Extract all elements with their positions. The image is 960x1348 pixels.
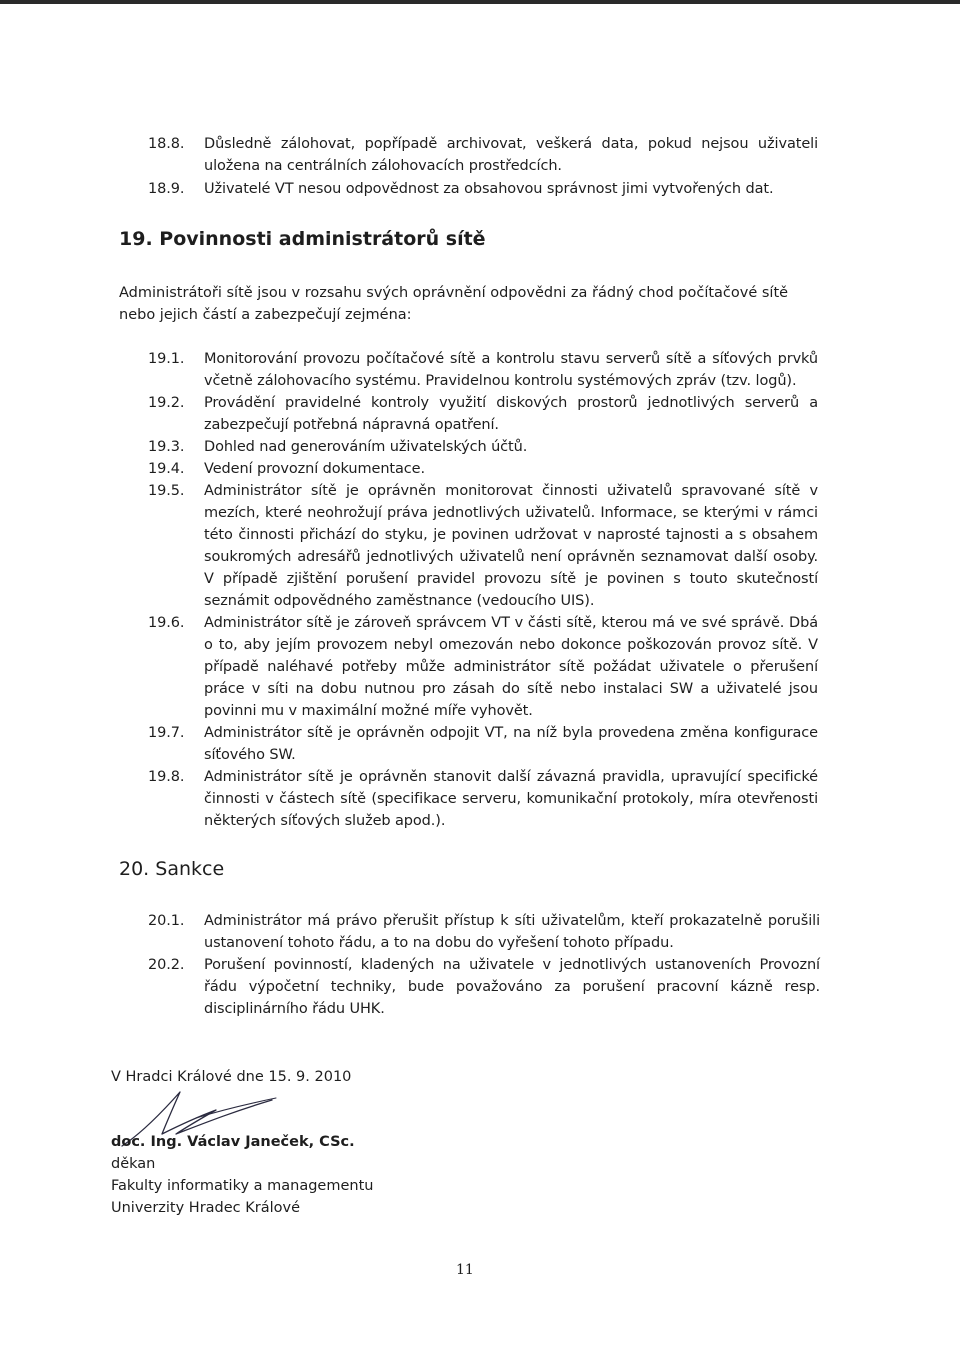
item-number: 19.7. — [148, 725, 185, 741]
item-number: 19.8. — [148, 769, 185, 785]
section-heading-19: 19. Povinnosti administrátorů sítě — [119, 228, 486, 250]
list-item-19-2 — [148, 392, 818, 436]
item-text: Porušení povinností, kladených na uživatele v jednotlivých ustanoveních Provozní řádu výpočetní techniky, bude považováno za porušení pracovní kázně resp. disciplinárního řádu UHK. — [204, 957, 820, 1017]
signer-faculty: Fakulty informatiky a managementu — [111, 1178, 374, 1194]
item-text: Administrátor sítě je oprávněn odpojit VT, na níž byla provedena změna konfigurace síťového SW. — [204, 725, 818, 763]
item-number: 19.1. — [148, 351, 185, 367]
page-number: 11 — [456, 1262, 474, 1278]
list-item-19-6 — [148, 612, 818, 722]
list-item-19-5 — [148, 480, 818, 612]
item-number: 20.2. — [148, 957, 185, 973]
section-intro-19: Administrátoři sítě jsou v rozsahu svých oprávnění odpovědni za řádný chod počítačové sítě nebo jejich částí a zabezpečují zejména: — [119, 285, 789, 323]
item-number: 18.8. — [148, 136, 185, 152]
list-item-19-4 — [148, 458, 818, 480]
list-item-19-7 — [148, 722, 818, 766]
list-item-19-3 — [148, 436, 818, 458]
item-number: 20.1. — [148, 913, 185, 929]
item-number: 18.9. — [148, 181, 185, 197]
list-item-20-1 — [148, 910, 820, 954]
item-text: Uživatelé VT nesou odpovědnost za obsahovou správnost jimi vytvořených dat. — [204, 181, 774, 197]
item-text: Monitorování provozu počítačové sítě a kontrolu stavu serverů sítě a síťových prvků včetně zálohovacího systému. Pravidelnou kontrolu systémových zpráv (tzv. logů). — [204, 351, 818, 389]
signer-title: děkan — [111, 1156, 156, 1172]
item-text: Důsledně zálohovat, popřípadě archivovat, veškerá data, pokud nejsou uživateli uložena na centrálních zálohovacích prostředcích. — [204, 136, 818, 174]
item-number: 19.6. — [148, 615, 185, 631]
item-text: Provádění pravidelné kontroly využití diskových prostorů jednotlivých serverů a zabezpečují potřebná nápravná opatření. — [204, 395, 818, 433]
list-item-19-8 — [148, 766, 818, 832]
item-text: Administrátor sítě je oprávněn stanovit další závazná pravidla, upravující specifické činnosti v částech sítě (specifikace serveru, komunikační protokoly, míra otevřenosti některých síťových služeb apod.). — [204, 769, 818, 829]
list-item-19-1 — [148, 348, 818, 392]
item-number: 19.4. — [148, 461, 185, 477]
signer-university: Univerzity Hradec Králové — [111, 1200, 301, 1216]
item-text: Administrátor sítě je oprávněn monitorovat činnosti uživatelů spravované sítě v mezích, které neohrožují práva jednotlivých uživatelů. Informace, se kterými v rámci této činnosti přichází do styku, je povinen udržovat v naprosté tajnosti a s obsahem soukromých adresářů jednotlivých uživatelů není oprávněn seznamovat další osoby. V případě zjištění porušení pravidel provozu sítě je povinen s touto skutečností seznámit odpovědného zaměstnance (vedoucího UIS). — [204, 483, 818, 609]
list-item-18-9 — [148, 178, 818, 200]
item-number: 19.2. — [148, 395, 185, 411]
item-text: Vedení provozní dokumentace. — [204, 461, 426, 477]
item-text: Administrátor má právo přerušit přístup k síti uživatelům, kteří prokazatelně porušili ustanovení tohoto řádu, a to na dobu do vyřešení tohoto případu. — [204, 913, 820, 951]
section-heading-20: 20. Sankce — [119, 858, 225, 880]
item-text: Administrátor sítě je zároveň správcem VT v části sítě, kterou má ve své správě. Dbá o to, aby jejím provozem nebyl omezován nebo dokonce poškozován provoz sítě. V případě naléhavé potřeby může administrátor sítě požádat uživatele o přerušení práce v síti na dobu nutnou pro zásah do sítě nebo instalaci SW a uživatelé jsou povinni mu v maximální možné míře vyhovět. — [204, 615, 818, 719]
item-number: 19.3. — [148, 439, 185, 455]
place-and-date: V Hradci Králové dne 15. 9. 2010 — [111, 1069, 352, 1085]
item-text: Dohled nad generováním uživatelských účtů. — [204, 439, 528, 455]
list-item-20-2 — [148, 954, 820, 1020]
list-item-18-8 — [148, 133, 818, 177]
item-number: 19.5. — [148, 483, 185, 499]
signer-name: doc. Ing. Václav Janeček, CSc. — [111, 1134, 355, 1150]
